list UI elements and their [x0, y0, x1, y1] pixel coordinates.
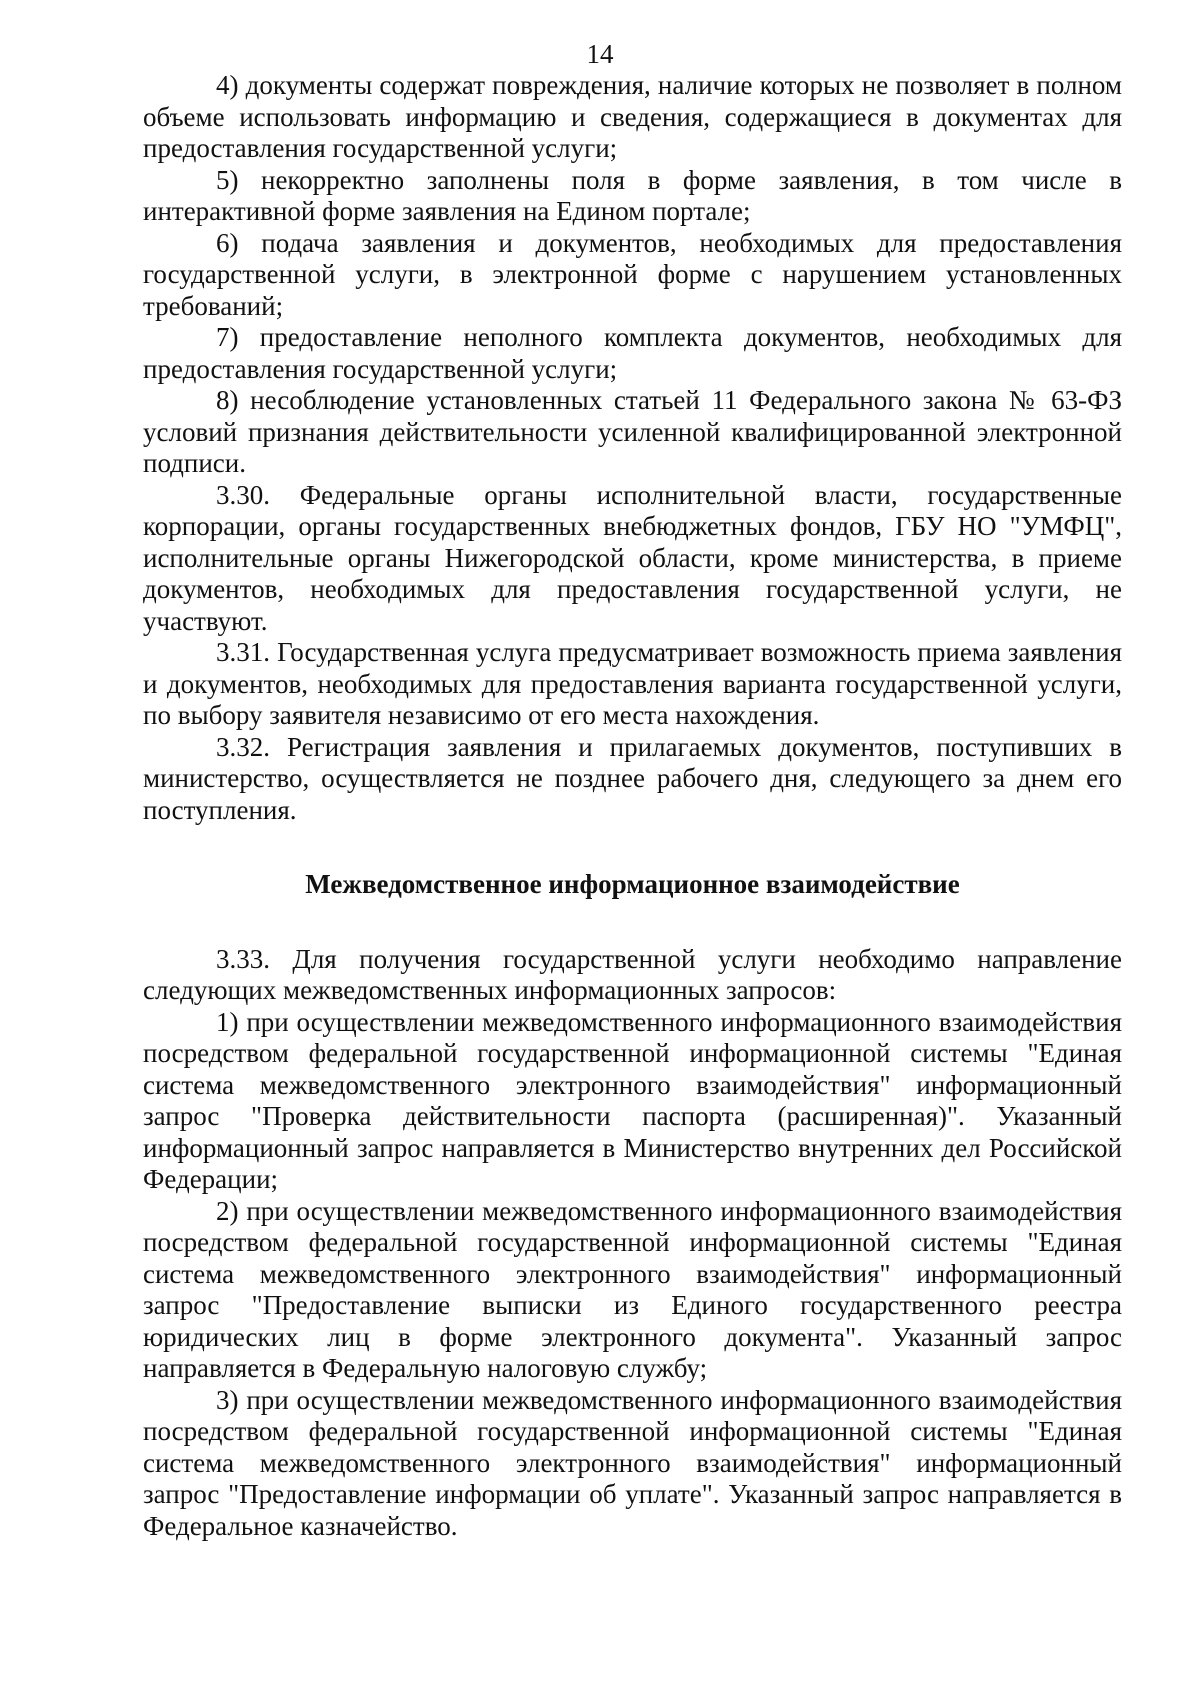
paragraph: 7) предоставление неполного комплекта документов, необходимых для предоставления государственной услуги;	[143, 322, 1122, 384]
paragraph: 3) при осуществлении межведомственного информационного взаимодействия посредством федеральной государственной информационной системы "Единая система межведомственного электронного взаимодействия" информационный запрос "Предоставление информации об уплате". Указанный запрос направляется в Федеральное казначейство.	[143, 1384, 1122, 1541]
paragraph: 8) несоблюдение установленных статьей 11 Федерального закона № 63-ФЗ условий признания действительности усиленной квалифицированной электронной подписи.	[143, 385, 1122, 478]
paragraph: 5) некорректно заполнены поля в форме заявления, в том числе в интерактивной форме заявления на Едином портале;	[143, 164, 1122, 226]
paragraph: 3.31. Государственная услуга предусматривает возможность приема заявления и документов, необходимых для предоставления варианта государственной услуги, по выбору заявителя независимо от его места нахождения.	[143, 637, 1122, 730]
document-body	[143, 70, 1122, 1542]
paragraph: 4) документы содержат повреждения, наличие которых не позволяет в полном объеме использовать информацию и сведения, содержащиеся в документах для предоставления государственной услуги;	[143, 70, 1122, 163]
paragraph: 3.32. Регистрация заявления и прилагаемых документов, поступивших в министерство, осуществляется не позднее рабочего дня, следующего за днем его поступления.	[143, 731, 1122, 825]
paragraph: 3.30. Федеральные органы исполнительной власти, государственные корпорации, органы государственных внебюджетных фондов, ГБУ НО "УМФЦ", исполнительные органы Нижегородской области, кроме министерства, в приеме документов, необходимых для предоставления государственной услуги, не участвуют.	[143, 479, 1122, 636]
page-number: 14	[586, 39, 614, 69]
paragraph: 2) при осуществлении межведомственного информационного взаимодействия посредством федеральной государственной информационной системы "Единая система межведомственного электронного взаимодействия" информационный запрос "Предоставление выписки из Единого государственного реестра юридических лиц в форме электронного документа". Указанный запрос направляется в Федеральную налоговую службу;	[143, 1195, 1122, 1383]
paragraph: 3.33. Для получения государственной услуги необходимо направление следующих межведомственных информационных запросов:	[143, 943, 1122, 1005]
paragraph: 6) подача заявления и документов, необходимых для предоставления государственной услуги, в электронной форме с нарушением установленных требований;	[143, 227, 1122, 321]
paragraph: 1) при осуществлении межведомственного информационного взаимодействия посредством федеральной государственной информационной системы "Единая система межведомственного электронного взаимодействия" информационный запрос "Проверка действительности паспорта (расширенная)". Указанный информационный запрос направляется в Министерство внутренних дел Российской Федерации;	[143, 1006, 1122, 1194]
section-heading: Межведомственное информационное взаимодействие	[305, 869, 960, 899]
